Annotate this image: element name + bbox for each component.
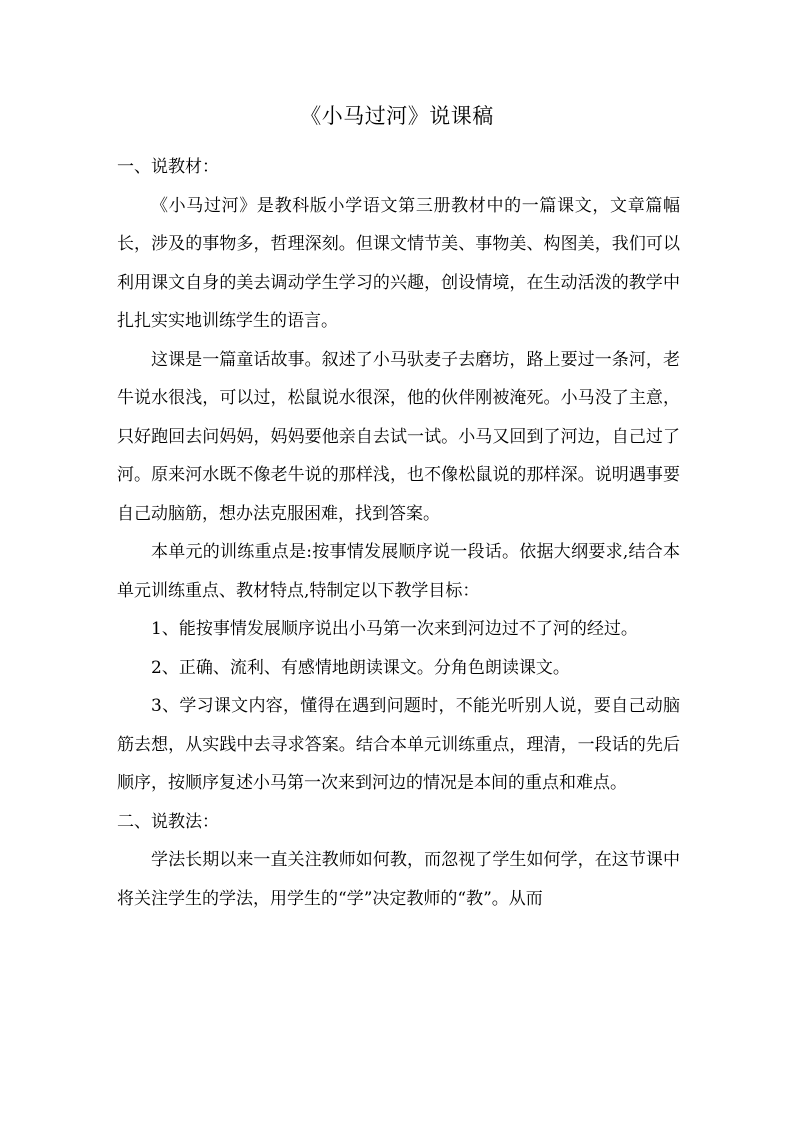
goal-item-1: 1、能按事情发展顺序说出小马第一次来到河边过不了河的经过。 [151, 619, 638, 639]
section-heading-textbook: 一、说教材： [117, 157, 219, 177]
paragraph: 本单元的训练重点是:按事情发展顺序说一段话。依据大纲要求,结合本单元训练重点、教材特点,特制定以下教学目标： [117, 542, 680, 601]
goal-item-2: 2、正确、流利、有感情地朗读课文。分角色朗读课文。 [151, 657, 570, 678]
section-heading-teaching-method: 二、说教法： [117, 811, 219, 832]
document-body [117, 148, 680, 918]
document-title: 《小马过河》说课稿 [300, 104, 494, 128]
paragraph: 这课是一篇童话故事。叙述了小马驮麦子去磨坊，路上要过一条河，老牛说水很浅，可以过，松鼠说水很深，他的伙伴刚被淹死。小马没了主意，只好跑回去问妈妈，妈妈要他亲自去试一试。小马又回到了河边，自己过了河。原来河水既不像老牛说的那样浅，也不像松鼠说的那样深。说明遇事要自己动脑筋，想办法克服困难，找到答案。 [117, 349, 680, 524]
goal-item-3: 3、学习课文内容，懂得在遇到问题时，不能光听别人说，要自己动脑筋去想，从实践中去寻求答案。结合本单元训练重点，理清，一段话的先后顺序，按顺序复述小马第一次来到河边的情况是本间的重点和难点。 [117, 696, 680, 793]
paragraph: 学法长期以来一直关注教师如何教，而忽视了学生如何学，在这节课中将关注学生的学法，用学生的“学”决定教师的“教”。从而 [117, 850, 680, 909]
paragraph: 《小马过河》是教科版小学语文第三册教材中的一篇课文，文章篇幅长，涉及的事物多，哲理深刻。但课文情节美、事物美、构图美，我们可以利用课文自身的美去调动学生学习的兴趣，创设情境，在生动活泼的教学中扎扎实实地训练学生的语言。 [117, 195, 680, 331]
